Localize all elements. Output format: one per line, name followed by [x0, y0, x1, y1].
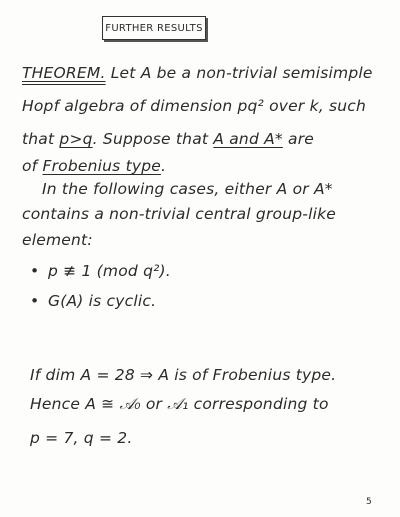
- theorem-line-1: [22, 64, 373, 82]
- a-and-a-dual: A and A*: [213, 130, 283, 148]
- theorem-line-4: [22, 157, 166, 175]
- page-header: FURTHER RESULTS: [105, 22, 203, 34]
- frobenius-type: Frobenius type: [42, 157, 161, 175]
- theorem-line-3-a: that: [22, 130, 60, 148]
- bullet-item: [30, 262, 171, 280]
- theorem-line-4-b: .: [161, 157, 167, 175]
- bullet-dot-icon: •: [30, 292, 40, 310]
- theorem-line-4-a: of: [22, 157, 43, 175]
- note-line-2: Hence A ≅ 𝒜₀ or 𝒜₁ corresponding to: [30, 395, 329, 413]
- bullet-item: [30, 292, 156, 310]
- condition-p-greater-q: p>q: [59, 130, 93, 148]
- bullet-text: G(A) is cyclic.: [48, 292, 157, 310]
- theorem-line-1-text: Let A be a non-trivial semisimple: [105, 64, 373, 82]
- theorem-line-3: [22, 130, 314, 148]
- cases-line-2: contains a non-trivial central group-like: [22, 205, 336, 223]
- cases-line-3: element:: [22, 231, 93, 249]
- page-number: 5: [366, 497, 372, 507]
- theorem-label: THEOREM.: [22, 64, 106, 82]
- bullet-text: p ≢ 1 (mod q²).: [48, 262, 171, 280]
- theorem-line-3-b: . Suppose that: [92, 130, 214, 148]
- theorem-line-2: Hopf algebra of dimension pq² over k, such: [22, 97, 367, 115]
- cases-line-1: In the following cases, either A or A*: [42, 180, 333, 198]
- theorem-line-3-c: are: [282, 130, 315, 148]
- note-line-1: If dim A = 28 ⇒ A is of Frobenius type.: [30, 366, 337, 384]
- note-line-3: p = 7, q = 2.: [30, 429, 133, 447]
- bullet-dot-icon: •: [30, 262, 40, 280]
- header-box: [102, 16, 206, 40]
